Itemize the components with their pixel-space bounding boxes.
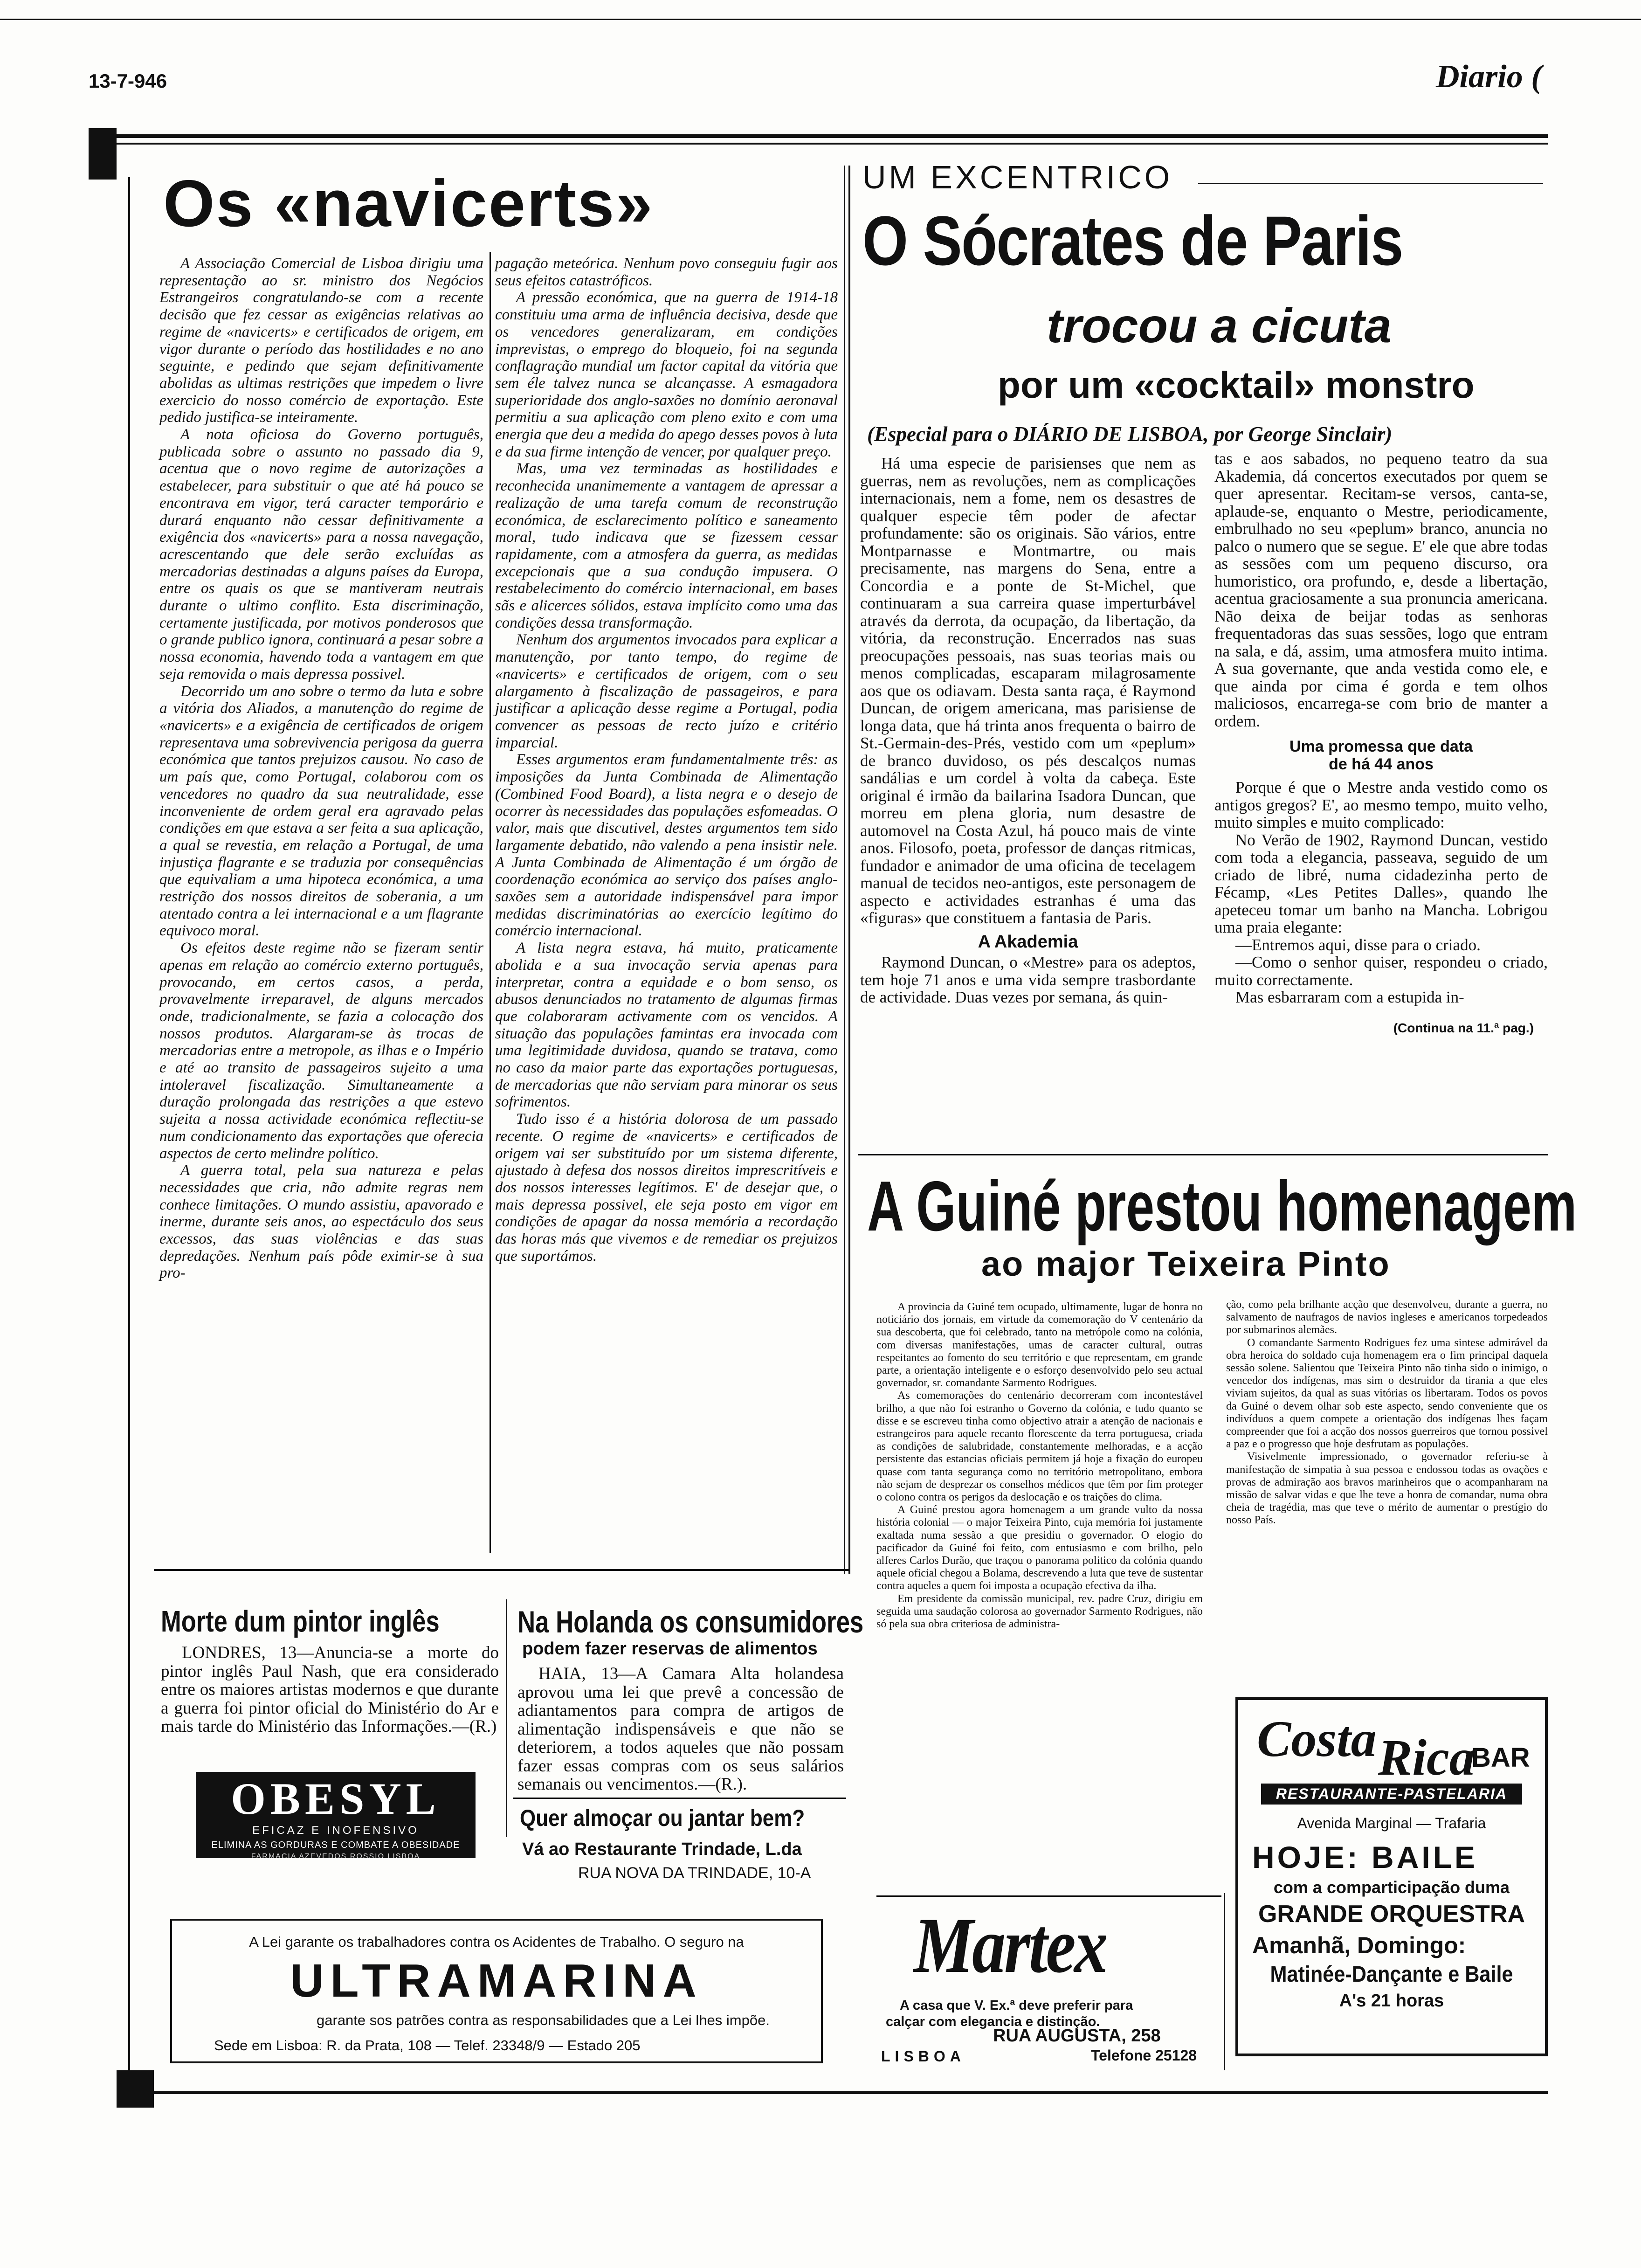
morte-holanda-divider bbox=[506, 1599, 507, 1837]
ultramarina-line-2: garante sos patrões contra as responsabilidades que a Lei lhes impõe. bbox=[317, 2012, 770, 2028]
costa-rica-hoje: HOJE: BAILE bbox=[1252, 1840, 1478, 1874]
martex-city: LISBOA bbox=[881, 2048, 965, 2065]
martex-logo: Martex bbox=[914, 1902, 1107, 1989]
center-vertical-rule bbox=[848, 166, 850, 1574]
kicker-rule bbox=[1198, 183, 1543, 184]
paragraph: —Como o senhor quiser, respondeu o criado, muito correctamente. bbox=[1214, 953, 1548, 989]
black-marker-bottom bbox=[117, 2070, 154, 2108]
paragraph: No Verão de 1902, Raymond Duncan, vestido com toda a elegancia, passeava, seguido de um criado de libré, numa cidadezinha perto de Fécamp, «Les Petites Dalles», quando lhe apeteceu tomar um banho na Mancha. Lobrigou uma praia elegante: bbox=[1214, 830, 1548, 936]
socrates-byline: (Especial para o DIÁRIO DE LISBOA, por George Sinclair) bbox=[867, 422, 1393, 446]
paragraph: Porque é que o Mestre anda vestido como os antigos gregos? E', ao mesmo tempo, muito velho, muito simples e muito complicado: bbox=[1214, 778, 1548, 831]
header-rule-2 bbox=[89, 143, 1548, 145]
trindade-top-rule bbox=[513, 1798, 846, 1799]
obesyl-line-3: FARMACIA AZEVEDOS ROSSIO LISBOA bbox=[251, 1853, 421, 1860]
ultramarina-name: ULTRAMARINA bbox=[290, 1955, 703, 2007]
top-rule bbox=[0, 19, 1641, 20]
paragraph: HAIA, 13—A Camara Alta holandesa aprovou uma lei que prevê a concessão de adiantamentos para compra de artigos de alimentação indispensáveis e que não se deteriorem, a todos aqueles que não possam fazer essas compras com os seus salários semanais ou vencimentos.—(R.). bbox=[517, 1664, 844, 1794]
paragraph: pagação meteórica. Nenhum povo conseguiu fugir aos seus efeitos catastróficos. bbox=[495, 255, 838, 289]
date-label: 13-7-946 bbox=[89, 70, 167, 92]
black-marker-top bbox=[89, 128, 117, 180]
trindade-address: RUA NOVA DA TRINDADE, 10-A bbox=[578, 1864, 811, 1882]
paragraph: Nenhum dos argumentos invocados para explicar a manutenção, por tanto tempo, do regime de «navicerts» e certificados de origem, com o seu alargamento à fiscalização de passageiros, e para justificar a aplicação desse regime a Portugal, podia convencer as pessoas de recto juízo e critério imparcial. bbox=[495, 631, 838, 751]
morte-headline: Morte dum pintor inglês bbox=[161, 1604, 440, 1638]
obesyl-line-1: EFICAZ E INOFENSIVO bbox=[252, 1824, 419, 1837]
paragraph: Esses argumentos eram fundamentalmente três: as imposições da Junta Combinada de Alimentação (Combined Food Board), a lista negra e o desejo de ocorrer às necessidades das populações esfomeadas. O valor, mais que discutivel, destes argumentos tem sido largamente debatido, não valendo a pena insistir nele. A Junta Combinada de Alimentação é um órgão de coordenação económica ao serviço dos países anglo-saxões sem a autoridade indispensável para impor medidas discriminatórias ao exercício legítimo do comércio internacional. bbox=[495, 751, 838, 940]
paragraph: Mas, uma vez terminadas as hostilidades e reconhecida unanimemente a vantagem de apressar a realização de uma tarefa comum de reconstrução económica, de esclarecimento político e saneamento moral, tudo indicava que se fizessem cessar rapidamente, com a atmosfera da guerra, as medidas excepcionais que a sua condução impusera. O restabelecimento do comércio internacional, em bases sãs e alicerces sólidos, estava implícito como uma das condições dessa transformação. bbox=[495, 460, 838, 631]
navicerts-bottom-rule bbox=[154, 1569, 848, 1571]
masthead: Diario ( bbox=[1436, 59, 1542, 95]
paragraph: A nota oficiosa do Governo português, publicada sobre o assunto no passado dia 9, acentua que o novo regime de autorizações a estabelecer, para substituir o que até há pouco se encontrava em vigor, terá caracter temporário e durará enquanto não cessar definitivamente a exigência dos «navicerts» para a nossa navegação, acrescentando que dele serão excluídas as mercadorias destinadas a alguns países da Europa, entre os quais os que se mantiveram neutrais durante o ultimo conflito. Esta discriminação, certamente justificada, por motivos ponderosos que o grande publico ignora, continuará a pesar sobre a nossa economia, havendo toda a vantagem em que seja removida o mais depressa possivel. bbox=[159, 426, 483, 683]
paragraph: O comandante Sarmento Rodrigues fez uma sintese admirável da obra heroica do soldado cuja homenagem era o fim principal daquela sessão solene. Salientou que Teixeira Pinto não tinha sido o inimigo, o vencedor dos indígenas, mas sim o destruidor da tirania a que eles viviam sujeitos, da qual as suas vitórias os libertaram. Todos os povos da Guiné o devem olhar sob este aspecto, sendo conveniente que os indivíduos a quem compete a orientação dos indígenas lhes façam compreender que foi a acção dos nossos guerreiros que tornou possivel a paz e o progresso que hoje desfrutam as populações. bbox=[1226, 1336, 1548, 1451]
martex-top-rule bbox=[876, 1895, 1221, 1897]
navicerts-column-1 bbox=[159, 255, 483, 1282]
navicerts-column-divider bbox=[490, 252, 491, 1553]
subhead-akademia: A Akademia bbox=[978, 932, 1078, 952]
socrates-headline: O Sócrates de Paris bbox=[862, 201, 1403, 280]
paragraph: Visivelmente impressionado, o governador referiu-se à manifestação de simpatia à sua pessoa e endossou todas as ovações e provas de admiração aos bravos marinheiros que o acompanharam na missão de salvar vidas e que lhe teve a honra de comandar, numa obra cheia de tragédia, mas que teve o mérito de aumentar o prestígio do nosso País. bbox=[1226, 1451, 1548, 1527]
costa-rica-horas: A's 21 horas bbox=[1339, 1991, 1444, 2011]
martex-line-2: calçar com elegancia e distinção. bbox=[886, 2014, 1100, 2029]
paragraph: —Entremos aqui, disse para o criado. bbox=[1235, 935, 1481, 954]
costa-rica-address: Avenida Marginal — Trafaria bbox=[1297, 1815, 1486, 1832]
continuation-note: (Continua na 11.ª pag.) bbox=[1393, 1020, 1534, 1035]
costa-rica-name-1: Costa bbox=[1257, 1710, 1377, 1767]
trindade-line: Vá ao Restaurante Trindade, L.da bbox=[522, 1839, 802, 1859]
obesyl-name: OBESYL bbox=[231, 1774, 441, 1824]
ultramarina-line-1: A Lei garante os trabalhadores contra os Acidentes de Trabalho. O seguro na bbox=[249, 1934, 744, 1950]
costa-rica-matinee: Matinée-Dançante e Baile bbox=[1270, 1962, 1513, 1987]
navicerts-column-2 bbox=[495, 255, 838, 1265]
paragraph: A provincia da Guiné tem ocupado, ultimamente, lugar de honra no noticiário dos jornais, em virtude da comemoração do V centenário da sua descoberta, que foi celebrado, tanto na metrópole como na colónia, com diversas manifestações, umas de caracter cultural, outras respeitantes ao fomento do seu território e que representam, em grande parte, a orientação inteligente e o esforço desenvolvido pelo seu actual governador, sr. comandante Sarmento Rodrigues. bbox=[876, 1301, 1203, 1390]
paragraph: As comemorações do centenário decorreram com incontestável brilho, a que não foi estranho o Governo da colónia, e tudo quanto se disse e se escreveu tinha como objectivo atrair a atenção de nacionais e estrangeiros para aquele recanto florescente da terra portuguesa, criada as condições de salubridade, constantemente melhoradas, e a acção persistente das estancias oficiais permitem já hoje a fixação do europeu quase com tanta segurança como no território metropolitano, embora não sejam de desprezar os conselhos médicos que têm por fim proteger o colono contra os perigos da deslocação e os traições do clima. bbox=[876, 1390, 1203, 1504]
center-vertical-rule-2 bbox=[844, 166, 845, 1574]
subhead-promessa-line-1: Uma promessa que data bbox=[1289, 738, 1473, 755]
left-margin-rule bbox=[128, 177, 130, 2075]
costa-rica-orquestra: GRANDE ORQUESTRA bbox=[1258, 1901, 1525, 1928]
socrates-column-2 bbox=[1214, 450, 1548, 1037]
navicerts-headline: Os «navicerts» bbox=[163, 166, 654, 241]
socrates-column-1 bbox=[860, 455, 1196, 1006]
costa-rica-amanha: Amanhã, Domingo: bbox=[1252, 1932, 1466, 1958]
costa-rica-ad bbox=[1235, 1697, 1548, 2056]
paragraph: A pressão económica, que na guerra de 1914-18 constituiu uma arma de influência decisiva, desde que os vencedores generalizaram, em condições imprevistas, o emprego do bloqueio, foi na segunda conflagração mundial um factor capital da vitória que sem éle talvez nunca se alcançasse. A esmagadora superioridade dos anglo-saxões no domínio aeronaval permitiu a sua aplicação com pleno exito e com uma energia que deu a medida do apego desses povos à luta e da sua firme intenção de vencer, por qualquer preço. bbox=[495, 289, 838, 460]
guine-column-1 bbox=[876, 1301, 1203, 1631]
costa-rica-tag: RESTAURANTE-PASTELARIA bbox=[1261, 1784, 1522, 1805]
paragraph: ção, como pela brilhante acção que desenvolveu, durante a guerra, no salvamento de naufragos de navios ingleses e americanos torpedeados por submarinos alemães. bbox=[1226, 1299, 1548, 1336]
paragraph: A Guiné prestou agora homenagem a um grande vulto da nossa história colonial — o major Teixeira Pinto, cuja memória foi justamente exaltada numa sessão a que presidiu o governador. O elogio do pacificador da Guiné foi feito, com entusiasmo e com brilho, pelo alferes Carlos Durão, que traçou o panorama politico da colónia quando aquele oficial chegou a Bolama, descrevendo a luta que teve de sustentar contra aqueles a quem foi imposta a ocupação efectiva da ilha. bbox=[876, 1504, 1203, 1592]
martex-address: RUA AUGUSTA, 258 bbox=[993, 2026, 1161, 2046]
holanda-subhead: podem fazer reservas de alimentos bbox=[522, 1639, 818, 1659]
obesyl-ad bbox=[196, 1772, 476, 1858]
paragraph: Raymond Duncan, o «Mestre» para os adeptos, tem hoje 71 anos e uma vida sempre trasbordante de actividade. Duas vezes por semana, ás quin- bbox=[860, 953, 1196, 1006]
martex-right-rule bbox=[1224, 1893, 1225, 2070]
paragraph: A lista negra estava, há muito, praticamente abolida e a sua invocação servia apenas para interpretar, contra a equidade e o bom senso, os abusos denunciados no tratamento de algumas firmas que colaboraram activamente com os vencidos. A situação das populações famintas era invocada com uma legitimidade duvidosa, quando se tratava, como no caso da maior parte das exportações portuguesas, de mercadorias que não serviam para minorar os seus sofrimentos. bbox=[495, 940, 838, 1111]
subhead-promessa-line-2: de há 44 anos bbox=[1329, 755, 1434, 773]
paragraph: A Associação Comercial de Lisboa dirigiu uma representação ao sr. ministro dos Negócios Estrangeiros congratulando-se com a recente decisão que fez cessar as exigências relativas ao regime de «navicerts» e certificados de origem, em vigor durante o período das hostilidades e no ano seguinte, e pedindo que sejam definitivamente abolidas as ultimas restrições que impedem o livre exercicio do nosso comércio de exportação. Este pedido justifica-se inteiramente. bbox=[159, 255, 483, 426]
socrates-subhead-1: trocou a cicuta bbox=[1047, 299, 1392, 353]
martex-phone: Telefone 25128 bbox=[1091, 2047, 1197, 2064]
holanda-headline: Na Holanda os consumidores bbox=[517, 1604, 864, 1639]
paragraph: tas e aos sabados, no pequeno teatro da sua Akademia, dá concertos executados por quem se quer apresentar. Recitam-se versos, canta-se, aplaude-se, enquanto o Mestre, periodicamente, embrulhado no seu «peplum» branco, anuncia no palco o numero que se segue. E' ele que abre todas as sessões com um pequeno discurso, ora humoristico, ora profundo, e, desde a libertação, acentua graciosamente a sua pronuncia americana. Não deixa de beijar todas as senhoras frequentadoras das suas sessões, logo que entram na sala, e dá, assim, uma atmosfera muito intima. A sua governante, que anda vestida como ele, e que ainda por cima é gorda e tem olhos maliciosos, encarrega-se com brio de manter a ordem. bbox=[1214, 449, 1548, 730]
socrates-bottom-rule bbox=[858, 1154, 1548, 1155]
bottom-rule bbox=[117, 2091, 1548, 2094]
paragraph: Mas esbarraram com a estupida in- bbox=[1235, 988, 1464, 1006]
header-rule-1 bbox=[89, 134, 1548, 138]
guine-subhead: ao major Teixeira Pinto bbox=[981, 1245, 1391, 1283]
guine-headline: A Guiné prestou homenagem bbox=[867, 1167, 1577, 1246]
holanda-body bbox=[517, 1665, 844, 1794]
paragraph: A guerra total, pela sua natureza e pelas necessidades que cria, não admite regras nem conhece limitações. O mundo assistiu, apavorado e inerme, durante seis anos, ao espectáculo dos seus excessos, das suas violências e das suas depredações. Nenhum país pôde eximir-se à sua pro- bbox=[159, 1162, 483, 1282]
costa-rica-logo bbox=[1238, 1709, 1545, 1786]
socrates-kicker: UM EXCENTRICO bbox=[862, 159, 1173, 195]
guine-column-2 bbox=[1226, 1299, 1548, 1527]
ultramarina-line-3: Sede em Lisboa: R. da Prata, 108 — Telef. 23348/9 — Estado 205 bbox=[214, 2037, 641, 2054]
paragraph: Em presidente da comissão municipal, rev. padre Cruz, dirigiu em seguida uma saudação colorosa ao governador Sarmento Rodrigues, não só pela sua obra criteriosa de administra- bbox=[876, 1592, 1203, 1631]
costa-rica-bar: BAR bbox=[1471, 1742, 1530, 1773]
paragraph: LONDRES, 13—Anuncia-se a morte do pintor inglês Paul Nash, que era considerado entre os maiores artistas modernos e que durante a guerra foi pintor oficial do Ministério do Ar e mais tarde do Ministério das Informações.—(R.) bbox=[161, 1643, 499, 1736]
martex-line-1: A casa que V. Ex.ª deve preferir para bbox=[900, 1998, 1133, 2013]
costa-rica-comparticipacao: com a comparticipação duma bbox=[1273, 1878, 1510, 1897]
morte-body bbox=[161, 1644, 499, 1736]
trindade-question: Quer almoçar ou jantar bem? bbox=[520, 1805, 805, 1831]
socrates-subhead-2: por um «cocktail» monstro bbox=[998, 364, 1475, 406]
paragraph: Decorrido um ano sobre o termo da luta e sobre a vitória dos Aliados, a manutenção do regime de «navicerts» e a exigência de certificados de origem representava uma sobrevivencia perigosa da guerra económica que tantos prejuizos causou. No caso de um país que, como Portugal, colaborou com os vencedores no quadro da sua neutralidade, esse inconveniente de ordem geral era agravado pelas condições em que estava a ser feita a sua aplicação, a qual se revestia, em relação a Portugal, de uma injustiça flagrante e se traduzia por consequências que equivaliam a uma hipoteca económica, a uma restrição dos nossos direitos de soberania, a um atentado contra a lei internacional e a um flagrante equivoco moral. bbox=[159, 683, 483, 940]
paragraph: Há uma especie de parisienses que nem as guerras, nem as revoluções, nem as complicações internacionais, nem a fome, nem os desastres de qualquer especie têm poder de afectar profundamente: são os originais. São vários, entre Montparnasse e Montmartre, ou mais precisamente, nas margens do Sena, entre a Concordia e a ponte de St-Michel, que continuaram a sua carreira quase imperturbável através da derrota, da ocupação, da libertação, da vitória, da reconstrução. Encerrados nas suas preocupações pessoais, nas suas teorias mais ou menos complicadas, escaparam milagrosamente aos que os odiavam. Desta santa raça, é Raymond Duncan, de origem americana, mas parisiense de longa data, que há trinta anos frequenta o bairro de St.-Germain-des-Prés, vestido com um «peplum» de branco duvidoso, os pés descalços numas sandálias e um cordel à volta da cabeça. Este original é irmão da bailarina Isadora Duncan, que morreu em plena gloria, num desastre de automovel na Costa Azul, há pouco mais de vinte anos. Filosofo, poeta, professor de danças ritmicas, fundador e animador de uma oficina de tecelagem manual de tecidos neo-antigos, este personagem de aspecto e actividades estranhas é uma das «figuras» que constituem a fantasia de Paris. bbox=[860, 454, 1196, 927]
ultramarina-ad bbox=[170, 1919, 823, 2063]
paragraph: Tudo isso é a história dolorosa de um passado recente. O regime de «navicerts» e certificados de origem vai ser substituído por um sistema diferente, ajustado à defesa dos nossos direitos imprescritíveis e dos nossos interesses legítimos. E' de desejar que, o mais depressa possivel, ele seja posto em vigor em condições de apagar da nossa memória a recordação das horas más que vivemos e de remediar os prejuizos que suportámos. bbox=[495, 1111, 838, 1265]
costa-rica-name-2: Rica bbox=[1378, 1729, 1475, 1786]
obesyl-line-2: ELIMINA AS GORDURAS E COMBATE A OBESIDADE bbox=[211, 1840, 460, 1850]
paragraph: Os efeitos deste regime não se fizeram sentir apenas em relação ao comércio externo português, provocando, em certos casos, a perda, provavelmente irreparavel, de alguns mercados onde, tradicionalmente, se fazia a colocação dos nossos produtos. Alargaram-se às trocas de mercadorias entre a metropole, as ilhas e o Império e até ao transito de passageiros sujeito a uma intoleravel fiscalização. Simultaneamente a duração prolongada das restrições a que estevo sujeita a nossa actividade económica reflectiu-se num condicionamento das exportações que oferecia aspectos de certo melindre político. bbox=[159, 940, 483, 1162]
